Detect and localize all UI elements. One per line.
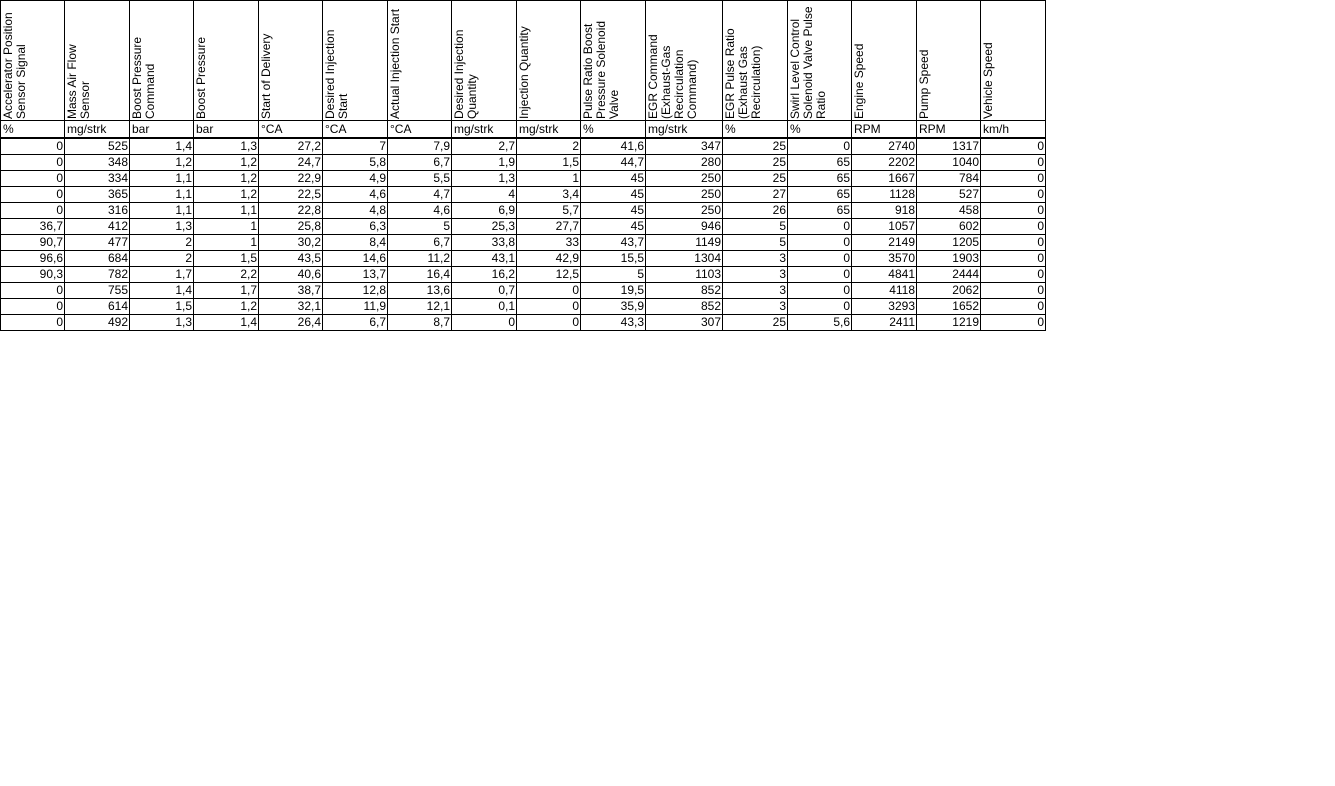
table-cell[interactable]: 6,7 xyxy=(323,315,388,331)
unit-cell[interactable]: % xyxy=(788,121,852,139)
table-cell[interactable]: 684 xyxy=(65,251,130,267)
table-cell[interactable]: 1,2 xyxy=(130,155,194,171)
table-row xyxy=(1,315,1046,331)
table-cell[interactable]: 946 xyxy=(646,219,723,235)
table-cell[interactable]: 65 xyxy=(788,155,852,171)
unit-cell[interactable]: RPM xyxy=(917,121,981,139)
column-header[interactable] xyxy=(981,1,1046,121)
table-cell[interactable]: 38,7 xyxy=(259,283,323,299)
table-cell[interactable]: 2149 xyxy=(852,235,917,251)
table-cell[interactable]: 1149 xyxy=(646,235,723,251)
table-cell[interactable]: 27,2 xyxy=(259,138,323,155)
table-cell[interactable]: 43,1 xyxy=(452,251,517,267)
table-cell[interactable]: 614 xyxy=(65,299,130,315)
table-cell[interactable]: 280 xyxy=(646,155,723,171)
spreadsheet-table xyxy=(0,0,1046,331)
unit-cell[interactable]: % xyxy=(723,121,788,139)
header-row xyxy=(1,1,1046,121)
table-cell[interactable]: 250 xyxy=(646,187,723,203)
table-cell[interactable]: 0 xyxy=(1,203,65,219)
table-cell[interactable]: 0,7 xyxy=(452,283,517,299)
table-cell[interactable]: 0 xyxy=(1,155,65,171)
table-cell[interactable]: 65 xyxy=(788,203,852,219)
unit-cell[interactable]: bar xyxy=(194,121,259,139)
table-cell[interactable]: 1,2 xyxy=(194,187,259,203)
table-cell[interactable]: 492 xyxy=(65,315,130,331)
table-cell[interactable]: 2740 xyxy=(852,138,917,155)
table-cell[interactable]: 11,2 xyxy=(388,251,452,267)
table-cell[interactable]: 6,7 xyxy=(388,235,452,251)
table-row xyxy=(1,187,1046,203)
table-cell[interactable]: 3293 xyxy=(852,299,917,315)
unit-cell[interactable]: % xyxy=(1,121,65,139)
table-cell[interactable]: 5,6 xyxy=(788,315,852,331)
unit-cell[interactable]: % xyxy=(581,121,646,139)
table-cell[interactable]: 918 xyxy=(852,203,917,219)
table-cell[interactable]: 1,7 xyxy=(130,267,194,283)
table-cell[interactable]: 1,1 xyxy=(130,171,194,187)
table-cell[interactable]: 36,7 xyxy=(1,219,65,235)
table-cell[interactable]: 1,9 xyxy=(452,155,517,171)
table-cell[interactable]: 0 xyxy=(788,267,852,283)
table-cell[interactable]: 1103 xyxy=(646,267,723,283)
table-cell[interactable]: 25,8 xyxy=(259,219,323,235)
unit-cell[interactable]: mg/strk xyxy=(452,121,517,139)
table-cell[interactable]: 19,5 xyxy=(581,283,646,299)
unit-cell[interactable]: mg/strk xyxy=(646,121,723,139)
table-cell[interactable]: 11,9 xyxy=(323,299,388,315)
column-header-label: Start of Delivery xyxy=(259,33,273,119)
table-cell[interactable]: 5,7 xyxy=(517,203,581,219)
table-cell[interactable]: 365 xyxy=(65,187,130,203)
unit-cell[interactable]: °CA xyxy=(323,121,388,139)
table-cell[interactable]: 5 xyxy=(723,219,788,235)
table-cell[interactable]: 1 xyxy=(194,219,259,235)
table-cell[interactable]: 43,5 xyxy=(259,251,323,267)
table-cell[interactable]: 1317 xyxy=(917,138,981,155)
table-row xyxy=(1,283,1046,299)
table-cell[interactable]: 1652 xyxy=(917,299,981,315)
column-header-label: Boost Pressure xyxy=(194,36,208,119)
table-cell[interactable]: 42,9 xyxy=(517,251,581,267)
table-cell[interactable]: 1219 xyxy=(917,315,981,331)
column-header[interactable] xyxy=(788,1,852,121)
column-header-label: Pump Speed xyxy=(917,49,931,119)
table-cell[interactable]: 1,4 xyxy=(194,315,259,331)
table-cell[interactable]: 3 xyxy=(723,251,788,267)
table-cell[interactable]: 1,2 xyxy=(194,155,259,171)
table-cell[interactable]: 1,2 xyxy=(194,299,259,315)
table-cell[interactable]: 22,8 xyxy=(259,203,323,219)
column-header-label: Vehicle Speed xyxy=(981,42,995,119)
table-cell[interactable]: 0 xyxy=(1,171,65,187)
column-header[interactable] xyxy=(65,1,130,121)
table-cell[interactable]: 334 xyxy=(65,171,130,187)
table-cell[interactable]: 1,3 xyxy=(452,171,517,187)
table-cell[interactable]: 90,3 xyxy=(1,267,65,283)
table-cell[interactable]: 1,5 xyxy=(194,251,259,267)
table-cell[interactable]: 5 xyxy=(581,267,646,283)
table-cell[interactable]: 316 xyxy=(65,203,130,219)
unit-cell[interactable]: mg/strk xyxy=(65,121,130,139)
table-cell[interactable]: 25 xyxy=(723,155,788,171)
table-cell[interactable]: 2 xyxy=(130,235,194,251)
table-cell[interactable]: 852 xyxy=(646,299,723,315)
column-header[interactable] xyxy=(852,1,917,121)
column-header-label: Actual Injection Start xyxy=(388,8,402,119)
table-cell[interactable]: 250 xyxy=(646,171,723,187)
table-cell[interactable]: 2062 xyxy=(917,283,981,299)
table-cell[interactable]: 7,9 xyxy=(388,138,452,155)
column-header[interactable] xyxy=(130,1,194,121)
table-cell[interactable]: 1,1 xyxy=(194,203,259,219)
table-cell[interactable]: 1,4 xyxy=(130,138,194,155)
table-cell[interactable]: 45 xyxy=(581,203,646,219)
table-cell[interactable]: 33 xyxy=(517,235,581,251)
table-cell[interactable]: 30,2 xyxy=(259,235,323,251)
table-cell[interactable]: 1205 xyxy=(917,235,981,251)
table-cell[interactable]: 458 xyxy=(917,203,981,219)
table-cell[interactable]: 90,7 xyxy=(1,235,65,251)
table-cell[interactable]: 1,1 xyxy=(130,203,194,219)
table-cell[interactable]: 40,6 xyxy=(259,267,323,283)
table-cell[interactable]: 8,7 xyxy=(388,315,452,331)
table-cell[interactable]: 5,5 xyxy=(388,171,452,187)
table-cell[interactable]: 3 xyxy=(723,299,788,315)
column-header[interactable] xyxy=(917,1,981,121)
table-cell[interactable]: 307 xyxy=(646,315,723,331)
table-cell[interactable]: 45 xyxy=(581,187,646,203)
data-table xyxy=(0,0,1046,331)
table-cell[interactable]: 412 xyxy=(65,219,130,235)
column-header-label: Boost Pressure Command xyxy=(130,36,157,119)
table-cell[interactable]: 4,9 xyxy=(323,171,388,187)
table-cell[interactable]: 22,9 xyxy=(259,171,323,187)
table-cell[interactable]: 44,7 xyxy=(581,155,646,171)
column-header[interactable] xyxy=(259,1,323,121)
table-cell[interactable]: 4,8 xyxy=(323,203,388,219)
table-cell[interactable]: 1,3 xyxy=(130,315,194,331)
table-cell[interactable]: 3 xyxy=(723,283,788,299)
table-cell[interactable]: 2202 xyxy=(852,155,917,171)
table-cell[interactable]: 4118 xyxy=(852,283,917,299)
table-cell[interactable]: 1,5 xyxy=(517,155,581,171)
table-cell[interactable]: 1,7 xyxy=(194,283,259,299)
table-cell[interactable]: 4,6 xyxy=(388,203,452,219)
column-header-label: Injection Quantity xyxy=(517,26,531,119)
table-row xyxy=(1,203,1046,219)
table-cell[interactable]: 1,4 xyxy=(130,283,194,299)
table-cell[interactable]: 0 xyxy=(517,315,581,331)
table-cell[interactable]: 0 xyxy=(452,315,517,331)
table-cell[interactable]: 0 xyxy=(981,171,1046,187)
unit-cell[interactable]: °CA xyxy=(388,121,452,139)
table-cell[interactable]: 852 xyxy=(646,283,723,299)
table-cell[interactable]: 0 xyxy=(981,187,1046,203)
table-cell[interactable]: 0 xyxy=(981,235,1046,251)
unit-cell[interactable]: mg/strk xyxy=(517,121,581,139)
table-cell[interactable]: 1,2 xyxy=(194,171,259,187)
table-cell[interactable]: 5 xyxy=(723,235,788,251)
table-cell[interactable]: 0 xyxy=(981,155,1046,171)
table-cell[interactable]: 26 xyxy=(723,203,788,219)
table-cell[interactable]: 25 xyxy=(723,315,788,331)
table-cell[interactable]: 1,5 xyxy=(130,299,194,315)
table-row xyxy=(1,219,1046,235)
table-cell[interactable]: 2,7 xyxy=(452,138,517,155)
table-cell[interactable]: 348 xyxy=(65,155,130,171)
table-cell[interactable]: 25 xyxy=(723,171,788,187)
table-cell[interactable]: 1903 xyxy=(917,251,981,267)
table-cell[interactable]: 0 xyxy=(788,219,852,235)
table-cell[interactable]: 0 xyxy=(1,187,65,203)
unit-cell[interactable]: bar xyxy=(130,121,194,139)
column-header[interactable] xyxy=(194,1,259,121)
table-cell[interactable]: 0 xyxy=(1,299,65,315)
table-cell[interactable]: 2 xyxy=(130,251,194,267)
table-cell[interactable]: 0 xyxy=(517,283,581,299)
table-cell[interactable]: 755 xyxy=(65,283,130,299)
table-cell[interactable]: 25 xyxy=(723,138,788,155)
table-cell[interactable]: 4,6 xyxy=(323,187,388,203)
table-cell[interactable]: 33,8 xyxy=(452,235,517,251)
column-header[interactable] xyxy=(581,1,646,121)
table-cell[interactable]: 32,1 xyxy=(259,299,323,315)
table-cell[interactable]: 250 xyxy=(646,203,723,219)
table-row xyxy=(1,235,1046,251)
table-cell[interactable]: 22,5 xyxy=(259,187,323,203)
column-header[interactable] xyxy=(646,1,723,121)
table-cell[interactable]: 27 xyxy=(723,187,788,203)
column-header-label: Engine Speed xyxy=(852,43,866,119)
table-cell[interactable]: 1667 xyxy=(852,171,917,187)
table-cell[interactable]: 4 xyxy=(452,187,517,203)
table-cell[interactable]: 5,8 xyxy=(323,155,388,171)
table-cell[interactable]: 1,3 xyxy=(194,138,259,155)
table-cell[interactable]: 13,7 xyxy=(323,267,388,283)
table-cell[interactable]: 525 xyxy=(65,138,130,155)
table-row xyxy=(1,155,1046,171)
table-cell[interactable]: 0 xyxy=(981,267,1046,283)
column-header-label: Accelerator Position Sensor Signal xyxy=(1,12,28,119)
table-cell[interactable]: 35,9 xyxy=(581,299,646,315)
table-cell[interactable]: 2444 xyxy=(917,267,981,283)
column-header-label: Desired Injection Quantity xyxy=(452,29,479,119)
column-header-label: Swirl Level Control Solenoid Valve Pulse Ratio xyxy=(788,6,828,119)
table-cell[interactable]: 0 xyxy=(788,283,852,299)
table-cell[interactable]: 16,2 xyxy=(452,267,517,283)
unit-row xyxy=(1,121,1046,139)
column-header-label: Desired Injection Start xyxy=(323,29,350,119)
table-cell[interactable]: 0 xyxy=(1,315,65,331)
table-cell[interactable]: 0 xyxy=(1,138,65,155)
table-cell[interactable]: 43,3 xyxy=(581,315,646,331)
table-cell[interactable]: 1 xyxy=(517,171,581,187)
table-cell[interactable]: 1304 xyxy=(646,251,723,267)
table-cell[interactable]: 13,6 xyxy=(388,283,452,299)
table-cell[interactable]: 527 xyxy=(917,187,981,203)
unit-cell[interactable]: km/h xyxy=(981,121,1046,139)
table-cell[interactable]: 1,3 xyxy=(130,219,194,235)
table-cell[interactable]: 477 xyxy=(65,235,130,251)
table-cell[interactable]: 65 xyxy=(788,187,852,203)
table-cell[interactable]: 0 xyxy=(788,235,852,251)
table-cell[interactable]: 0 xyxy=(981,219,1046,235)
table-cell[interactable]: 0 xyxy=(788,251,852,267)
table-cell[interactable]: 6,3 xyxy=(323,219,388,235)
table-cell[interactable]: 1 xyxy=(194,235,259,251)
table-cell[interactable]: 1040 xyxy=(917,155,981,171)
table-cell[interactable]: 7 xyxy=(323,138,388,155)
table-cell[interactable]: 3 xyxy=(723,267,788,283)
table-cell[interactable]: 0 xyxy=(981,283,1046,299)
unit-cell[interactable]: RPM xyxy=(852,121,917,139)
table-cell[interactable]: 3,4 xyxy=(517,187,581,203)
unit-cell[interactable]: °CA xyxy=(259,121,323,139)
table-cell[interactable]: 12,5 xyxy=(517,267,581,283)
table-cell[interactable]: 43,7 xyxy=(581,235,646,251)
table-cell[interactable]: 0 xyxy=(981,138,1046,155)
table-cell[interactable]: 4,7 xyxy=(388,187,452,203)
table-cell[interactable]: 65 xyxy=(788,171,852,187)
table-cell[interactable]: 45 xyxy=(581,171,646,187)
table-cell[interactable]: 0 xyxy=(981,299,1046,315)
table-row xyxy=(1,251,1046,267)
table-cell[interactable]: 0 xyxy=(788,138,852,155)
column-header-label: EGR Pulse Ratio (Exhaust Gas Recirculation) xyxy=(723,28,763,119)
table-cell[interactable]: 3570 xyxy=(852,251,917,267)
column-header[interactable] xyxy=(388,1,452,121)
table-cell[interactable]: 0 xyxy=(981,203,1046,219)
table-cell[interactable]: 45 xyxy=(581,219,646,235)
table-cell[interactable]: 8,4 xyxy=(323,235,388,251)
table-cell[interactable]: 6,7 xyxy=(388,155,452,171)
table-row xyxy=(1,299,1046,315)
table-cell[interactable]: 15,5 xyxy=(581,251,646,267)
table-cell[interactable]: 0 xyxy=(981,315,1046,331)
table-cell[interactable]: 0 xyxy=(1,283,65,299)
table-cell[interactable]: 14,6 xyxy=(323,251,388,267)
table-cell[interactable]: 0 xyxy=(981,251,1046,267)
table-cell[interactable]: 784 xyxy=(917,171,981,187)
table-cell[interactable]: 5 xyxy=(388,219,452,235)
table-cell[interactable]: 1057 xyxy=(852,219,917,235)
table-cell[interactable]: 0,1 xyxy=(452,299,517,315)
column-header-label: EGR Command (Exhaust-Gas Recirculation Command) xyxy=(646,34,699,119)
table-cell[interactable]: 0 xyxy=(517,299,581,315)
table-cell[interactable]: 1128 xyxy=(852,187,917,203)
column-header[interactable] xyxy=(723,1,788,121)
table-cell[interactable]: 41,6 xyxy=(581,138,646,155)
table-row xyxy=(1,138,1046,155)
table-cell[interactable]: 2,2 xyxy=(194,267,259,283)
table-cell[interactable]: 26,4 xyxy=(259,315,323,331)
column-header[interactable] xyxy=(517,1,581,121)
table-cell[interactable]: 12,1 xyxy=(388,299,452,315)
table-cell[interactable]: 12,8 xyxy=(323,283,388,299)
table-cell[interactable]: 25,3 xyxy=(452,219,517,235)
column-header-label: Mass Air Flow Sensor xyxy=(65,44,92,119)
table-cell[interactable]: 27,7 xyxy=(517,219,581,235)
table-cell[interactable]: 24,7 xyxy=(259,155,323,171)
table-row xyxy=(1,171,1046,187)
table-cell[interactable]: 347 xyxy=(646,138,723,155)
table-cell[interactable]: 602 xyxy=(917,219,981,235)
table-cell[interactable]: 2411 xyxy=(852,315,917,331)
table-cell[interactable]: 4841 xyxy=(852,267,917,283)
column-header[interactable] xyxy=(452,1,517,121)
column-header[interactable] xyxy=(1,1,65,121)
table-cell[interactable]: 6,9 xyxy=(452,203,517,219)
table-cell[interactable]: 0 xyxy=(788,299,852,315)
column-header[interactable] xyxy=(323,1,388,121)
table-cell[interactable]: 782 xyxy=(65,267,130,283)
table-cell[interactable]: 96,6 xyxy=(1,251,65,267)
table-cell[interactable]: 16,4 xyxy=(388,267,452,283)
table-cell[interactable]: 1,1 xyxy=(130,187,194,203)
table-row xyxy=(1,267,1046,283)
table-cell[interactable]: 2 xyxy=(517,138,581,155)
column-header-label: Pulse Ratio Boost Pressure Solenoid Valve xyxy=(581,20,621,119)
